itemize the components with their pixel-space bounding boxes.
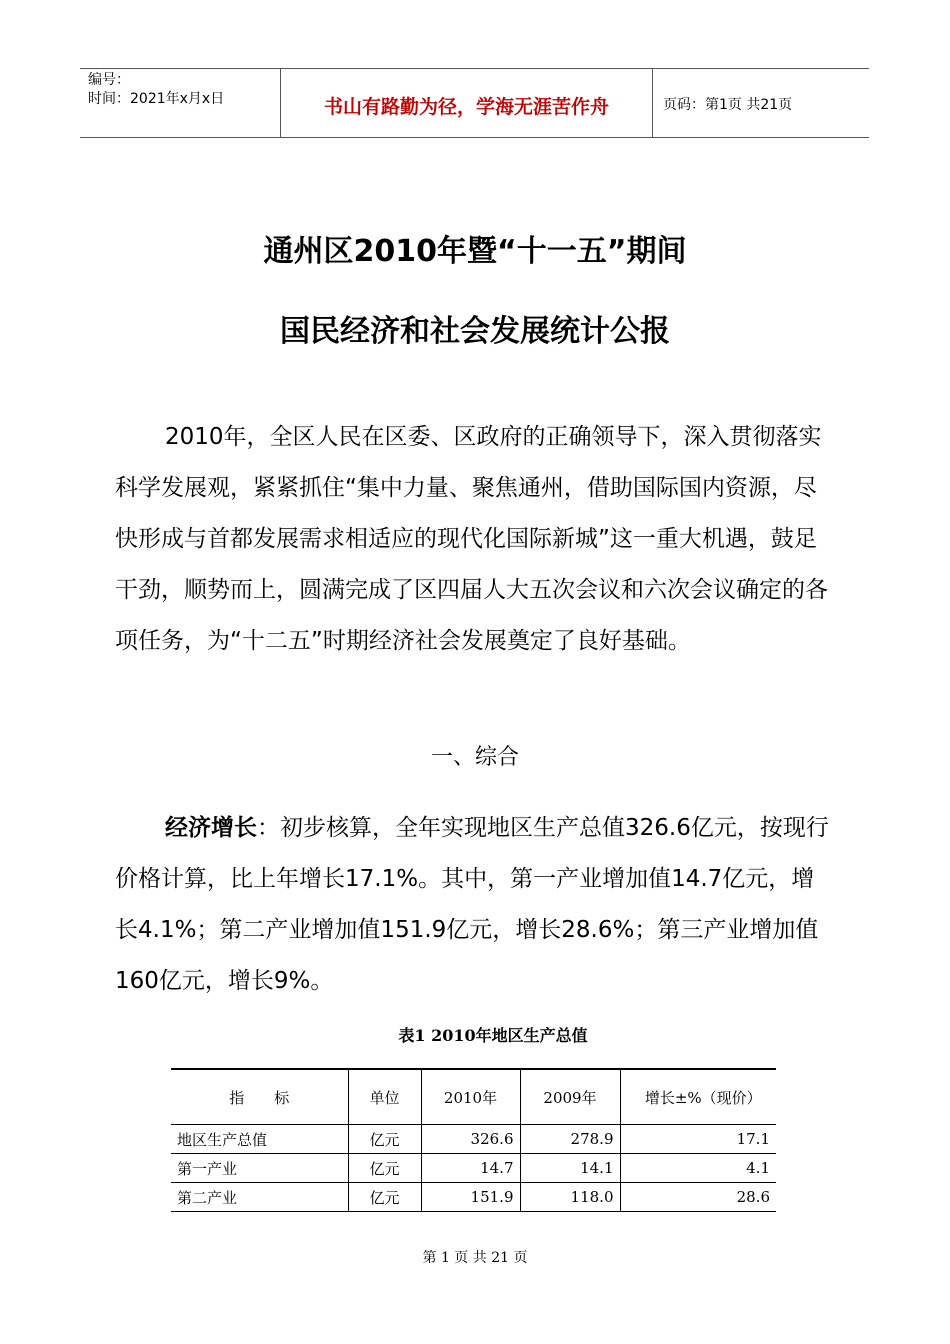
document-title-line2: 国民经济和社会发展统计公报 [280, 314, 670, 349]
table-header-row [171, 1069, 776, 1125]
row-growth: 17.1 [620, 1125, 776, 1154]
col-header-2009: 2009年 [520, 1069, 620, 1125]
col-header-growth: 增长±%（现价） [620, 1069, 776, 1125]
intro-paragraph: 2010年，全区人民在区委、区政府的正确领导下，深入贯彻落实科学发展观，紧紧抓住“集中力量、聚焦通州，借助国际国内资源，尽快形成与首都发展需求相适应的现代化国际新城”这一重大机遇，鼓足干劲，顺势而上，圆满完成了区四届人大五次会议和六次会议确定的各项任务，为“十二五”时期经济社会发展奠定了良好基础。 [115, 424, 828, 654]
col-header-unit: 单位 [348, 1069, 421, 1125]
row-2009: 14.1 [520, 1154, 620, 1183]
row-2009: 278.9 [520, 1125, 620, 1154]
gdp-table [171, 1068, 776, 1212]
page-footer: 第 1 页 共 21 页 [422, 1250, 528, 1266]
growth-paragraph [115, 803, 835, 1007]
growth-label: 经济增长 [165, 815, 257, 841]
col-header-2010: 2010年 [421, 1069, 520, 1125]
row-2010: 14.7 [421, 1154, 520, 1183]
header-meta [80, 69, 280, 137]
section-heading: 一、综合 [430, 745, 519, 770]
row-unit: 亿元 [348, 1183, 421, 1212]
row-2009: 118.0 [520, 1183, 620, 1212]
row-name: 地区生产总值 [171, 1125, 348, 1154]
row-growth: 4.1 [620, 1154, 776, 1183]
row-growth: 28.6 [620, 1183, 776, 1212]
document-title-line1: 通州区2010年暨“十一五”期间 [263, 234, 687, 269]
header-motto: 书山有路勤为径，学海无涯苦作舟 [280, 69, 653, 137]
header-page-label: 页码：第1页 共21页 [663, 97, 793, 113]
row-2010: 326.6 [421, 1125, 520, 1154]
row-unit: 亿元 [348, 1125, 421, 1154]
row-2010: 151.9 [421, 1183, 520, 1212]
table-caption: 表1 2010年地区生产总值 [398, 1026, 588, 1045]
row-name: 第二产业 [171, 1183, 348, 1212]
growth-text: ：初步核算，全年实现地区生产总值326.6亿元，按现行价格计算，比上年增长17.1%。其中，第一产业增加值14.7亿元，增长4.1%；第二产业增加值151.9亿元，增长28.6%；第三产业增加值160亿元，增长9%。 [115, 815, 829, 994]
page-header [80, 68, 869, 138]
col-header-indicator: 指 标 [171, 1069, 348, 1125]
table-row [171, 1154, 776, 1183]
document-number-label: 编号： [88, 72, 130, 88]
row-unit: 亿元 [348, 1154, 421, 1183]
row-name: 第一产业 [171, 1154, 348, 1183]
document-time-label: 时间：2021年x月x日 [88, 91, 225, 107]
table-row [171, 1125, 776, 1154]
table-row [171, 1183, 776, 1212]
